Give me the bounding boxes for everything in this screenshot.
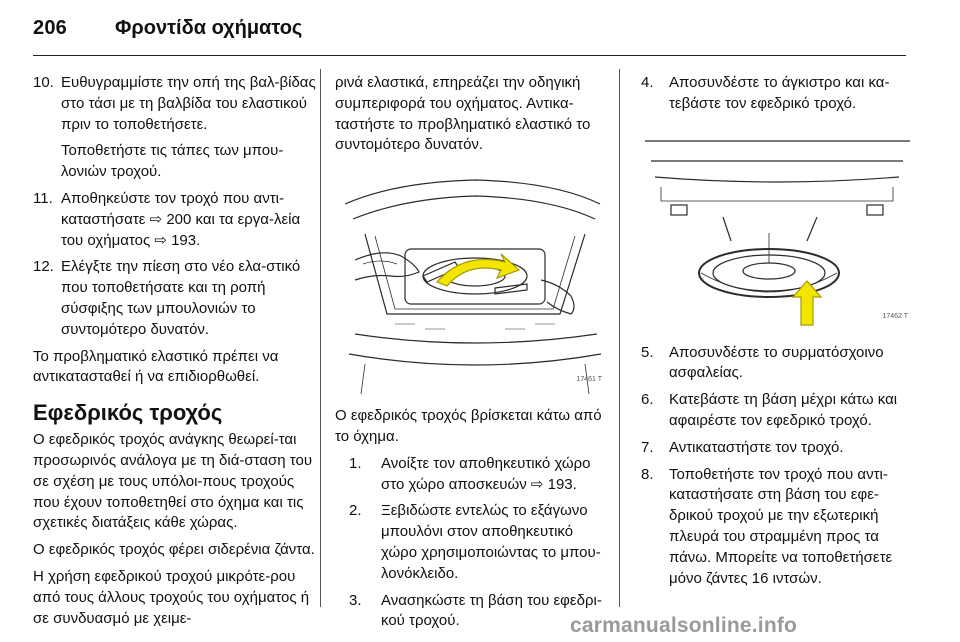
watermark: carmanualsonline.info (570, 614, 798, 637)
step-number: 11. (33, 189, 53, 207)
list-item (335, 454, 610, 496)
step-number: 2. (349, 502, 362, 520)
step-number: 4. (641, 74, 654, 91)
paragraph: ρινά ελαστικά, επηρεάζει την οδηγική συμπεριφορά του οχήματος. Αντικα-ταστήστε το προβληματικό ελαστικό το συντομότερο δυνατόν. (335, 74, 591, 154)
column-divider (619, 69, 620, 607)
column-3 (641, 73, 916, 595)
paragraph: Ο εφεδρικός τροχός βρίσκεται κάτω από το όχημα. (335, 407, 602, 445)
spare-wheel-compartment-illustration (335, 164, 608, 396)
rotation-arrow-icon (437, 254, 519, 286)
list-item (33, 73, 316, 183)
page-title: Φροντίδα οχήματος (115, 17, 303, 39)
paragraph: Το προβληματικό ελαστικό πρέπει να αντικατασταθεί ή να επιδιορθωθεί. (33, 347, 279, 386)
step-text: Τοποθετήστε τον τροχό που αντι-καταστήσατε στη βάση του εφε-δρικού τροχού με την εξωτερική πλευρά του στραμμένη προς τα πάνω. Μπορείτε να τοποθετήσετε μόνο ζάντες 16 ιντσών. (669, 465, 893, 587)
step-text: Ευθυγραμμίστε την οπή της βαλ-βίδας στο τάσι με τη βαλβίδα του ελαστικού πριν το τοποθετήσετε. (61, 74, 316, 133)
list-item (641, 465, 916, 590)
list-item (641, 343, 916, 385)
section-heading: Εφεδρικός τροχός (33, 400, 223, 426)
column-2 (335, 73, 610, 638)
step-number: 12. (33, 258, 54, 276)
step-text: Κατεβάστε τη βάση μέχρι κάτω και αφαιρέστε τον εφεδρικό τροχό. (669, 391, 898, 429)
figure-code: 17461 T (576, 376, 602, 384)
step-text: Αποθηκεύστε τον τροχό που αντι-καταστήσατε ⇨ 200 και τα εργα-λεία του οχήματος ⇨ 193. (61, 189, 301, 249)
step-continuation: Τοποθετήστε τις τάπες των μπου-λονιών τροχού. (61, 142, 284, 181)
step-number: 3. (349, 591, 362, 609)
paragraph: Η χρήση εφεδρικού τροχού μικρότε-ρου από τους άλλους τροχούς του οχήματος ή σε συνδυασμό με χειμε- (33, 567, 310, 627)
column-1 (33, 73, 316, 635)
paragraph: Ο εφεδρικός τροχός φέρει σιδερένια ζάντα. (33, 541, 315, 559)
step-text: Ανασηκώστε τη βάση του εφεδρι-κού τροχού. (381, 591, 602, 630)
paragraph: Ο εφεδρικός τροχός ανάγκης θεωρεί-ται προσωρινός ανάλογα με τη διά-σταση του σε σχέση με τους υπόλοι-πους τροχούς που έχουν τοποθετηθεί στο όχημα και τις σχετικές διατάξεις κάθε χώρας. (33, 431, 313, 532)
trunk-drawing (335, 164, 608, 396)
list-item (641, 390, 916, 432)
step-number: 1. (349, 454, 362, 472)
step-text: Αποσυνδέστε το συρματόσχοινο ασφαλείας. (669, 343, 884, 382)
step-number: 8. (641, 465, 654, 483)
step-number: 6. (641, 391, 654, 409)
step-text: Αντικαταστήστε τον τροχό. (669, 438, 844, 456)
list-item (335, 501, 610, 584)
list-item (33, 257, 316, 340)
up-arrow-icon (793, 281, 821, 325)
step-number: 10. (33, 74, 54, 91)
underbody-drawing (641, 121, 914, 333)
step-text: Ξεβιδώστε εντελώς το εξάγωνο μπουλόνι στον αποθηκευτικό χώρο χρησιμοποιώντας το μπου-λονόκλειδο. (381, 502, 601, 582)
step-number: 7. (641, 438, 654, 456)
figure-code: 17462 T (882, 312, 908, 320)
step-list (335, 454, 610, 632)
column-divider (320, 69, 321, 607)
list-item (33, 189, 316, 251)
step-text: Ανοίξτε τον αποθηκευτικό χώρο στο χώρο αποσκευών ⇨ 193. (381, 454, 591, 493)
header-rule (33, 55, 906, 56)
list-item (641, 438, 916, 459)
list-item (641, 73, 916, 115)
step-text: Αποσυνδέστε το άγκιστρο και κα-τεβάστε τον εφεδρικό τροχό. (669, 74, 890, 112)
list-item (335, 591, 610, 633)
page-number: 206 (33, 17, 67, 39)
step-number: 5. (641, 343, 654, 361)
step-text: Ελέγξτε την πίεση στο νέο ελα-στικό που τοποθετήσατε και τη ροπή σύσφιξης των μπουλονιών το συντομότερο δυνατόν. (61, 258, 301, 338)
spare-wheel-underbody-illustration (641, 121, 914, 333)
